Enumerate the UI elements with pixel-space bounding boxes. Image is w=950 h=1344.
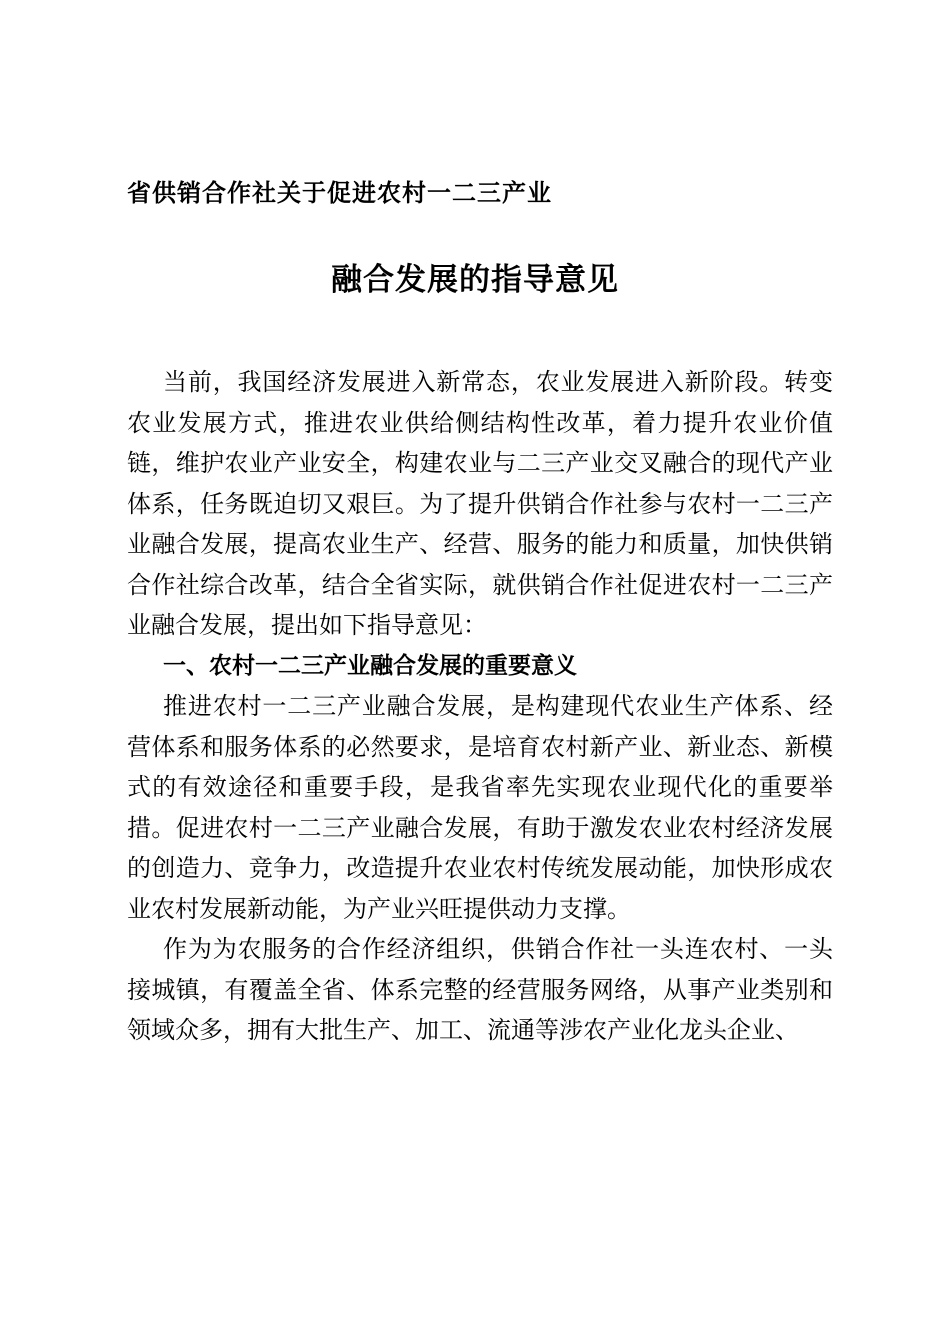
document-title-line-1: 省供销合作社关于促进农村一二三产业 [127, 179, 552, 207]
document-body [127, 362, 833, 1051]
section-heading-1: 一、农村一二三产业融合发展的重要意义 [163, 652, 577, 679]
paragraph-intro: 当前，我国经济发展进入新常态，农业发展进入新阶段。转变农业发展方式，推进农业供给侧结构性改革，着力提升农业价值链，维护农业产业安全，构建农业与二三产业交叉融合的现代产业体系，任务既迫切又艰巨。为了提升供销合作社参与农村一二三产业融合发展，提高农业生产、经营、服务的能力和质量，加快供销合作社综合改革，结合全省实际，就供销合作社促进农村一二三产业融合发展，提出如下指导意见： [127, 368, 833, 639]
paragraph-significance: 推进农村一二三产业融合发展，是构建现代农业生产体系、经营体系和服务体系的必然要求，是培育农村新产业、新业态、新模式的有效途径和重要手段，是我省率先实现农业现代化的重要举措。促进农村一二三产业融合发展，有助于激发农业农村经济发展的创造力、竞争力，改造提升农业农村传统发展动能，加快形成农业农村发展新动能，为产业兴旺提供动力支撑。 [127, 692, 833, 923]
document-title-line-2: 融合发展的指导意见 [331, 262, 619, 298]
paragraph-coop-role: 作为为农服务的合作经济组织，供销合作社一头连农村、一头接城镇，有覆盖全省、体系完整的经营服务网络，从事产业类别和领域众多，拥有大批生产、加工、流通等涉农产业化龙头企业、 [127, 935, 833, 1044]
